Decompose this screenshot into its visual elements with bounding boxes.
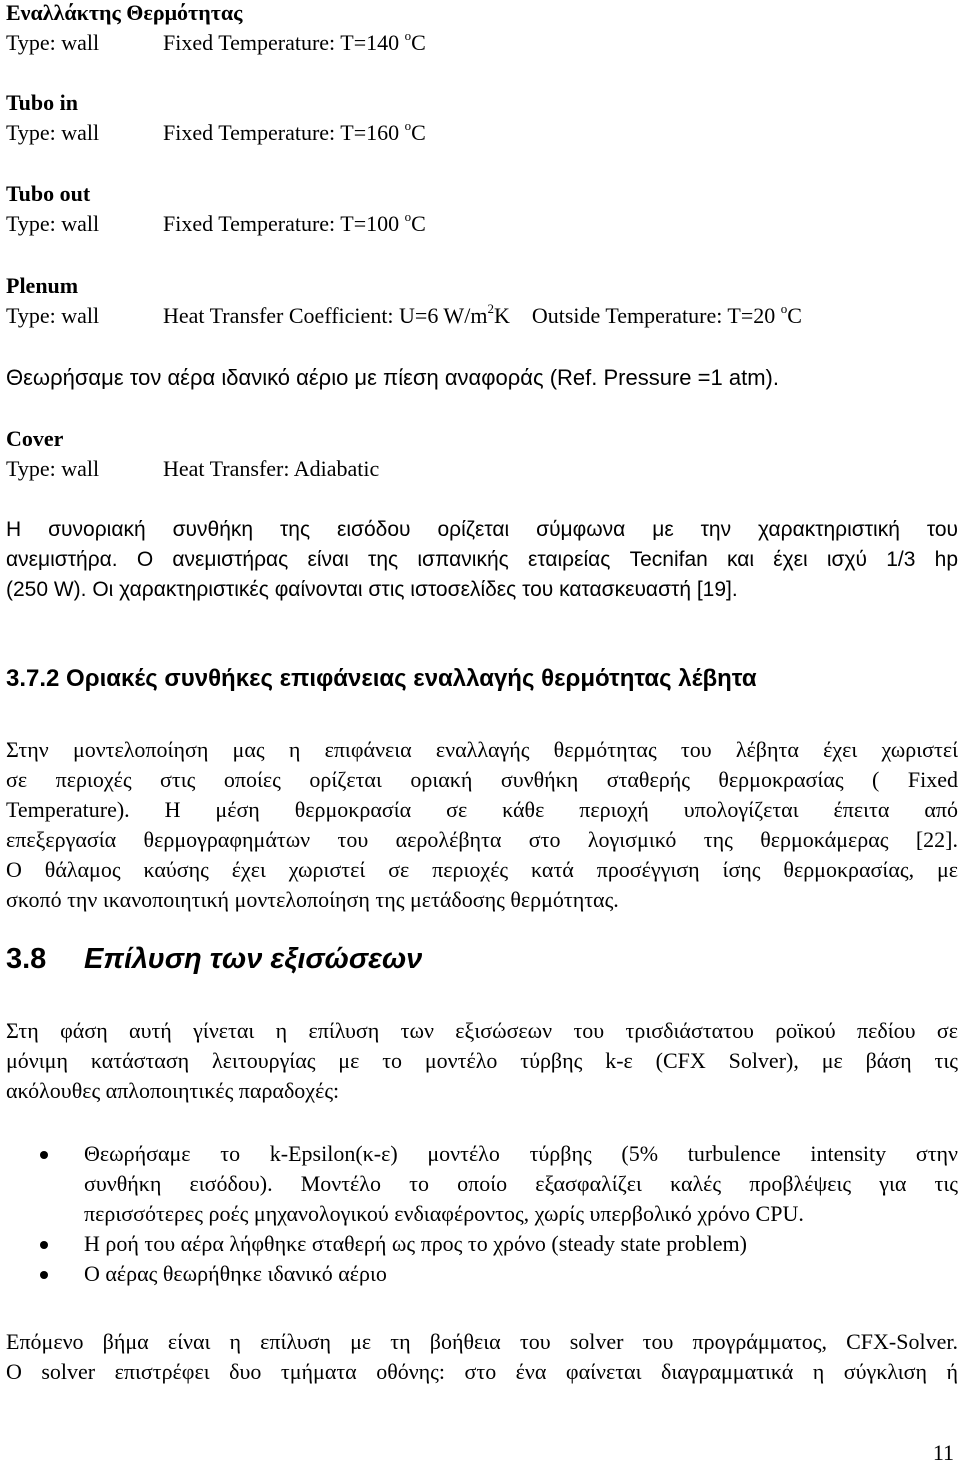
boundary-tubo-out [6, 179, 426, 239]
bullet-icon [40, 1241, 48, 1249]
paragraph-line: Επόμενο βήμα είναι η επίλυση με τη βοήθεια του solver του προγράμματος, CFX-Solver. [6, 1329, 958, 1354]
boundary-type: Type: wall [6, 456, 100, 481]
section-heading: 3.7.2 Οριακές συνθήκες επιφάνειας εναλλαγής θερμότητας λέβητα [6, 665, 757, 692]
boundary-plenum [6, 271, 802, 331]
section-title: Επίλυση των εξισώσεων [84, 943, 423, 975]
boundary-type: Type: wall [6, 303, 100, 328]
boundary-spec: Fixed Temperature: T=140 $^o$C [163, 28, 426, 55]
boundary-heat-exchanger [6, 0, 426, 58]
boundary-type: Type: wall [6, 211, 100, 236]
paragraph-line: Στη φάση αυτή γίνεται η επίλυση των εξισώσεων του τρισδιάστατου ροϊκού πεδίου σε [6, 1018, 958, 1043]
paragraph-line: μόνιμη κατάσταση λειτουργίας με το μοντέλο τύρβης k-ε (CFX Solver), με βάση τις [6, 1048, 958, 1073]
section-number: 3.8 [6, 943, 47, 975]
paragraph-line: (250 W). Οι χαρακτηριστικές φαίνονται στις ιστοσελίδες του κατασκευαστή [19]. [6, 578, 738, 601]
closing-paragraph [6, 1327, 958, 1387]
boundary-name: Plenum [6, 273, 79, 298]
boundary-name: Cover [6, 426, 64, 451]
list-item-line: Ο αέρας θεωρήθηκε ιδανικό αέριο [84, 1261, 387, 1286]
bullet-icon [40, 1151, 48, 1159]
section-heading [6, 944, 422, 974]
section-38-intro [6, 1016, 958, 1106]
assumption-list [6, 1139, 958, 1289]
list-item [6, 1139, 958, 1229]
list-item-line: Η ροή του αέρα λήφθηκε σταθερή ως προς το χρόνο (steady state problem) [84, 1231, 747, 1256]
list-item-line: Θεωρήσαμε το k-Epsilon(κ-ε) μοντέλο τύρβης (5% turbulence intensity στην [84, 1141, 958, 1166]
paragraph-line: σκοπό την ικανοποιητική μοντελοποίηση της μετάδοσης θερμότητας. [6, 887, 619, 912]
page-number: 11 [932, 1440, 954, 1465]
paragraph-line: Temperature). Η μέση θερμοκρασία σε κάθε περιοχή υπολογίζεται έπειτα από [6, 797, 958, 822]
section-372-paragraph [6, 735, 958, 915]
boundary-tubo-in [6, 88, 426, 148]
paragraph-line: Στην μοντελοποίηση μας η επιφάνεια εναλλαγής θερμότητας του λέβητα έχει χωριστεί [6, 737, 958, 762]
ideal-gas-note: Θεωρήσαμε τον αέρα ιδανικό αέριο με πίεση αναφοράς (Ref. Pressure =1 atm). [6, 365, 779, 390]
boundary-type: Type: wall [6, 30, 100, 55]
boundary-cover [6, 424, 379, 484]
list-item-line: περισσότερες ροές μηχανολογικού ενδιαφέροντος, χωρίς υπερβολικό χρόνο CPU. [84, 1201, 804, 1226]
paragraph-line: Ο θάλαμος καύσης έχει χωριστεί σε περιοχές κατά προσέγγιση ίσης θερμοκρασίας, με [6, 857, 958, 882]
paragraph-line: επεξεργασία θερμογραφημάτων του αερολέβητα στο λογισμικό της θερμοκάμερας [22]. [6, 827, 958, 852]
boundary-spec: Fixed Temperature: T=160 $^o$C [163, 118, 426, 145]
paragraph-line: ακόλουθες απλοποιητικές παραδοχές: [6, 1078, 340, 1103]
boundary-name: Εναλλάκτης Θερμότητας [6, 0, 243, 25]
bullet-icon [40, 1271, 48, 1279]
paragraph-line: O solver επιστρέφει δυο τμήματα οθόνης: στο ένα φαίνεται διαγραμματικά η σύγκλιση ή [6, 1359, 958, 1384]
inlet-paragraph [6, 515, 958, 605]
list-item-line: συνθήκη εισόδου). Μοντέλο το οποίο εξασφαλίζει καλές προβλέψεις για τις [84, 1171, 958, 1196]
boundary-name: Tubo in [6, 90, 78, 115]
boundary-spec: Heat Transfer: Adiabatic [163, 456, 380, 481]
list-item [6, 1229, 958, 1259]
boundary-name: Tubo out [6, 181, 91, 206]
boundary-spec: Heat Transfer Coefficient: U=6 $W/m^2K$ Outside Temperature: T=20 $^o$C [163, 301, 802, 328]
paragraph-line: σε περιοχές στις οποίες ορίζεται οριακή συνθήκη σταθερής θερμοκρασίας ( Fixed [6, 767, 958, 792]
list-item [6, 1259, 958, 1289]
paragraph-line: ανεμιστήρα. Ο ανεμιστήρας είναι της ισπανικής εταιρείας Tecnifan και έχει ισχύ 1/3 hp [6, 548, 958, 571]
paragraph-line: Η συνοριακή συνθήκη της εισόδου ορίζεται σύμφωνα με την χαρακτηριστική του [6, 518, 958, 541]
boundary-type: Type: wall [6, 120, 100, 145]
boundary-spec: Fixed Temperature: T=100 $^o$C [163, 209, 426, 236]
